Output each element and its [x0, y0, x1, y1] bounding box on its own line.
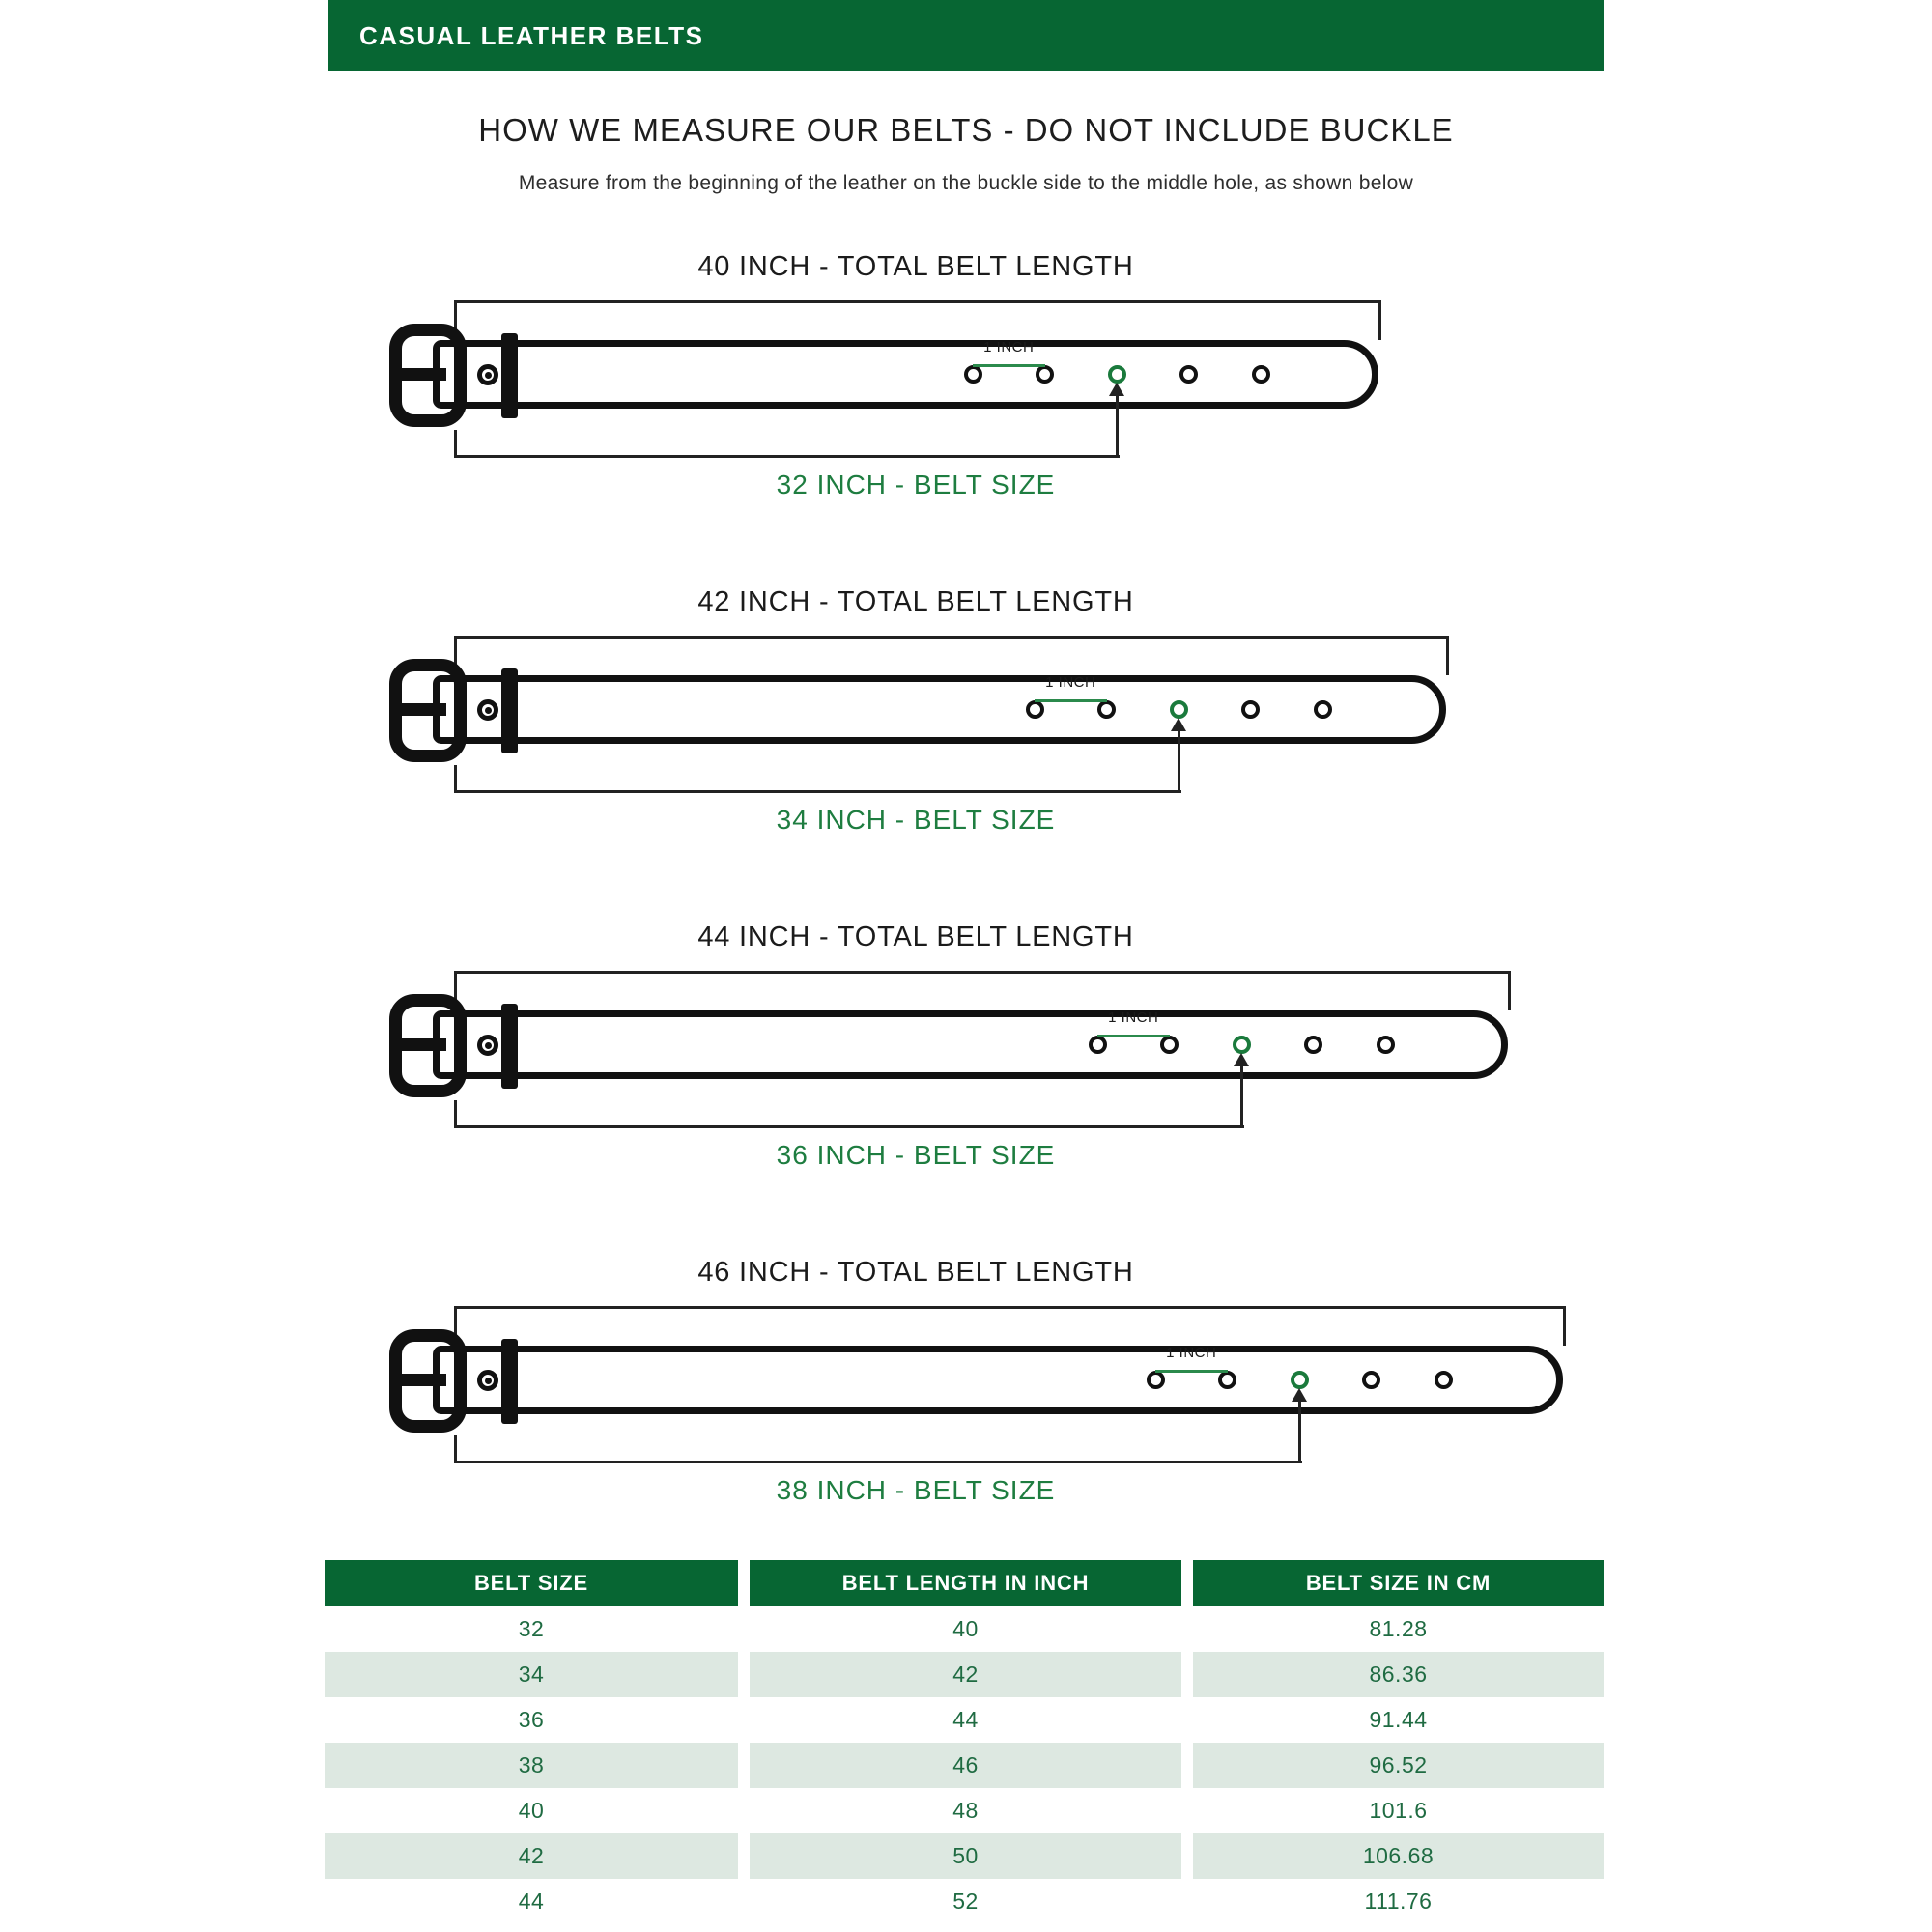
table-cell: 40	[750, 1606, 1181, 1652]
belt-total-length-label: 40 INCH - TOTAL BELT LENGTH	[697, 251, 1134, 282]
table-cell: 36	[325, 1697, 738, 1743]
table-header-cell: BELT LENGTH IN INCH	[750, 1560, 1181, 1606]
table-cell: 52	[750, 1879, 1181, 1924]
belt-hole	[1241, 700, 1260, 719]
table-cell: 42	[325, 1833, 738, 1879]
belt-strap	[433, 1010, 1508, 1079]
table-cell: 101.6	[1193, 1788, 1604, 1833]
belt-hole	[1026, 700, 1044, 719]
measure-arrowhead	[1292, 1388, 1307, 1402]
one-inch-line	[1155, 1370, 1228, 1373]
belt-strap	[433, 1346, 1563, 1414]
belt-hole	[1435, 1371, 1453, 1389]
measure-arrowhead	[1109, 383, 1124, 396]
belt-diagram-4	[0, 1247, 1932, 1582]
one-inch-label: 1 INCH	[983, 339, 1035, 355]
belt-rivet	[477, 1370, 498, 1391]
belt-size-label: 34 INCH - BELT SIZE	[776, 805, 1056, 835]
one-inch-label: 1 INCH	[1108, 1009, 1159, 1026]
belt-total-length-label: 46 INCH - TOTAL BELT LENGTH	[697, 1257, 1134, 1288]
belt-diagram-1	[0, 242, 1932, 577]
table-cell: 106.68	[1193, 1833, 1604, 1879]
belt-strap	[433, 340, 1378, 409]
belt-size-label: 32 INCH - BELT SIZE	[776, 469, 1056, 499]
one-inch-line	[1097, 1035, 1170, 1037]
belt-diagram-3	[0, 912, 1932, 1247]
belt-hole-middle	[1233, 1036, 1251, 1054]
belt-hole	[964, 365, 982, 384]
belt-keeper-loop	[501, 1339, 518, 1424]
belt-hole	[1377, 1036, 1395, 1054]
belt-hole	[1304, 1036, 1322, 1054]
measure-arrowhead	[1234, 1053, 1249, 1066]
total-length-bracket	[454, 971, 1511, 1010]
table-header-cell: BELT SIZE IN CM	[1193, 1560, 1604, 1606]
table-cell: 38	[325, 1743, 738, 1788]
belt-hole	[1036, 365, 1054, 384]
table-cell: 42	[750, 1652, 1181, 1697]
table-cell: 50	[750, 1833, 1181, 1879]
belt-hole-middle	[1291, 1371, 1309, 1389]
belt-strap	[433, 675, 1446, 744]
belt-hole	[1362, 1371, 1380, 1389]
belt-size-bracket	[454, 1100, 1244, 1128]
belt-size-label: 36 INCH - BELT SIZE	[776, 1140, 1056, 1170]
belt-total-length-label: 44 INCH - TOTAL BELT LENGTH	[697, 922, 1134, 952]
table-header-cell: BELT SIZE	[325, 1560, 738, 1606]
belt-hole-middle	[1170, 700, 1188, 719]
belt-hole	[1089, 1036, 1107, 1054]
one-inch-label: 1 INCH	[1045, 674, 1096, 691]
belt-hole	[1252, 365, 1270, 384]
top-banner	[328, 0, 1604, 71]
belt-keeper-loop	[501, 668, 518, 753]
belt-hole	[1160, 1036, 1179, 1054]
belt-buckle	[389, 659, 467, 762]
table-cell: 86.36	[1193, 1652, 1604, 1697]
rivet-dot	[485, 372, 492, 379]
belt-hole	[1097, 700, 1116, 719]
page-title: HOW WE MEASURE OUR BELTS - DO NOT INCLUDE BUCKLE	[478, 112, 1454, 148]
page-subtitle: Measure from the beginning of the leather on the buckle side to the middle hole, as shown below	[518, 172, 1414, 194]
one-inch-label: 1 INCH	[1166, 1345, 1217, 1361]
measure-arrowhead	[1171, 718, 1186, 731]
banner-title: CASUAL LEATHER BELTS	[359, 20, 704, 50]
belt-hole	[1218, 1371, 1236, 1389]
belt-size-bracket	[454, 765, 1181, 793]
belt-size-label: 38 INCH - BELT SIZE	[776, 1475, 1056, 1505]
belt-hole-middle	[1108, 365, 1126, 384]
one-inch-line	[973, 364, 1045, 367]
total-length-bracket	[454, 636, 1449, 675]
table-cell: 32	[325, 1606, 738, 1652]
belt-rivet	[477, 699, 498, 721]
one-inch-line	[1035, 699, 1107, 702]
size-table	[325, 1560, 1604, 1924]
rivet-dot	[485, 1378, 492, 1384]
belt-rivet	[477, 1035, 498, 1056]
rivet-dot	[485, 1042, 492, 1049]
belt-keeper-loop	[501, 1004, 518, 1089]
belt-hole	[1314, 700, 1332, 719]
belt-keeper-loop	[501, 333, 518, 418]
table-cell: 48	[750, 1788, 1181, 1833]
belt-hole	[1147, 1371, 1165, 1389]
belt-hole	[1179, 365, 1198, 384]
total-length-bracket	[454, 1306, 1566, 1346]
table-cell: 91.44	[1193, 1697, 1604, 1743]
belt-buckle	[389, 324, 467, 427]
table-cell: 46	[750, 1743, 1181, 1788]
belt-buckle	[389, 1329, 467, 1433]
table-cell: 111.76	[1193, 1879, 1604, 1924]
table-cell: 44	[750, 1697, 1181, 1743]
rivet-dot	[485, 707, 492, 714]
table-cell: 96.52	[1193, 1743, 1604, 1788]
belt-buckle	[389, 994, 467, 1097]
table-cell: 44	[325, 1879, 738, 1924]
table-cell: 40	[325, 1788, 738, 1833]
total-length-bracket	[454, 300, 1381, 340]
belt-size-bracket	[454, 1435, 1302, 1463]
belt-total-length-label: 42 INCH - TOTAL BELT LENGTH	[697, 586, 1134, 617]
belt-size-bracket	[454, 430, 1120, 458]
belt-diagram-2	[0, 577, 1932, 912]
table-cell: 34	[325, 1652, 738, 1697]
belt-rivet	[477, 364, 498, 385]
table-cell: 81.28	[1193, 1606, 1604, 1652]
